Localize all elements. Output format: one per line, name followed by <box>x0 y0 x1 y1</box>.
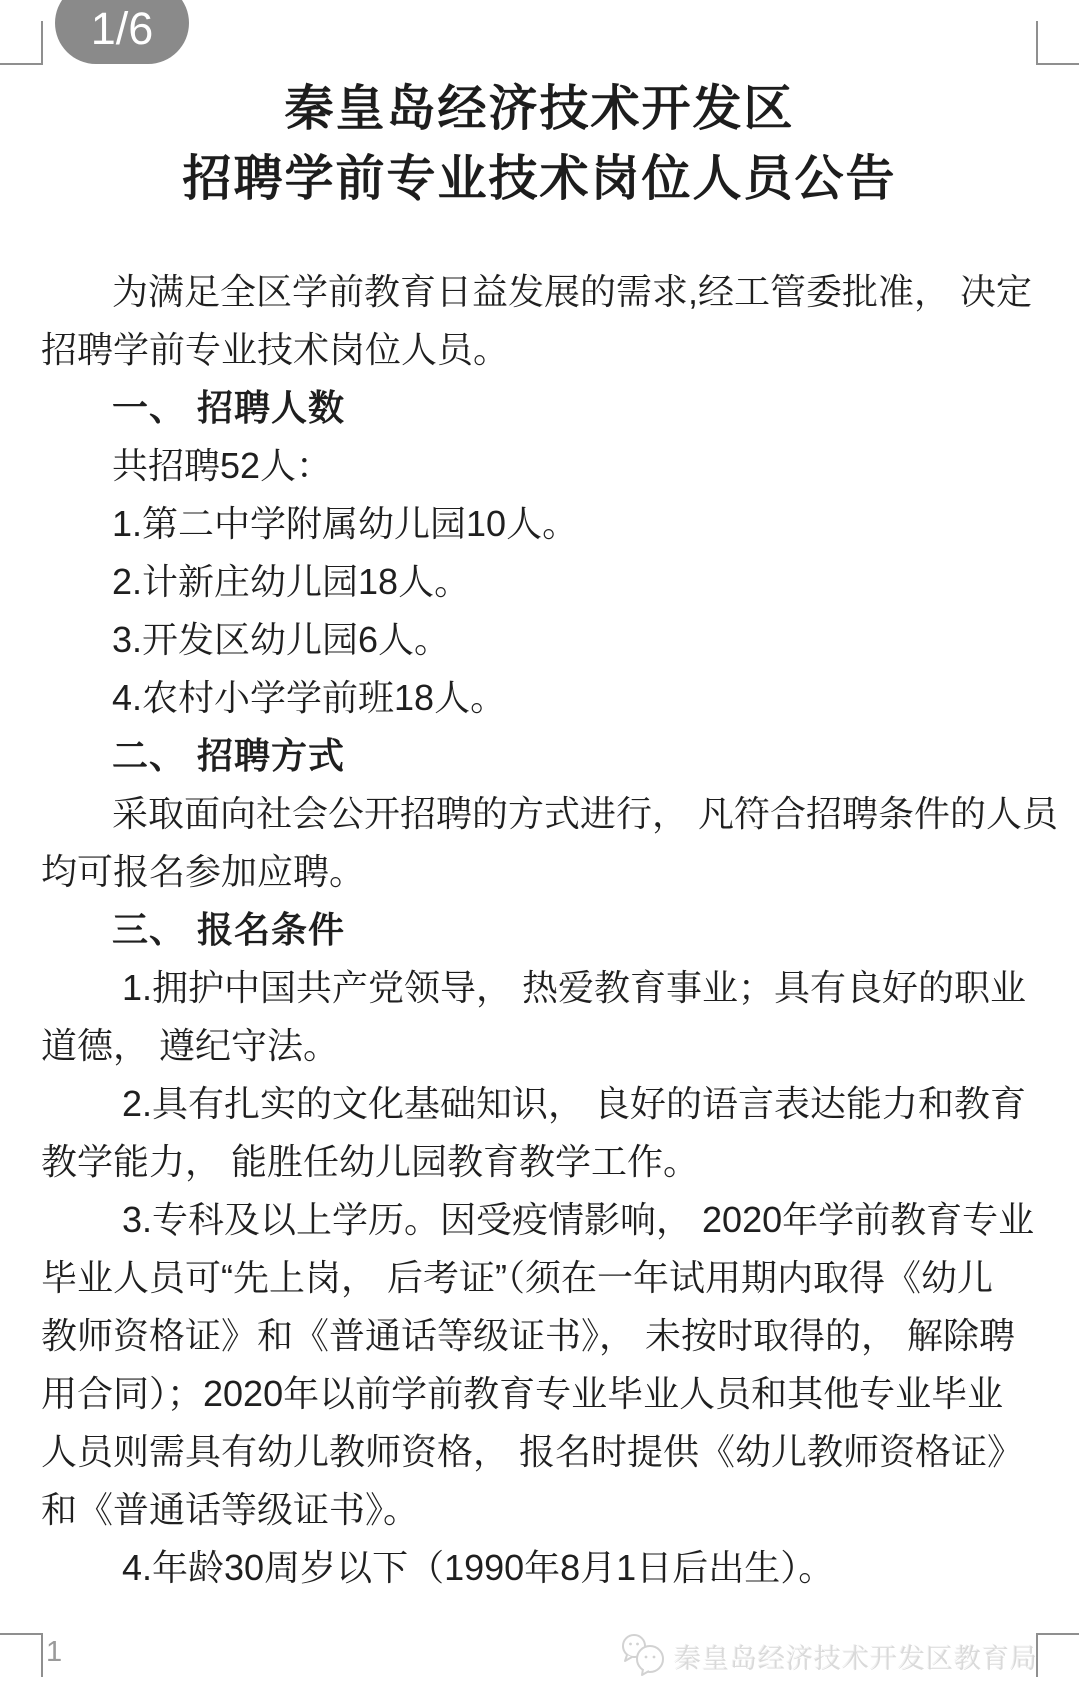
crop-corner-bottom-left-icon <box>0 1633 43 1677</box>
body-text-line: 毕业人员可“先上岗， 后考证”（须在一年试用期内取得《幼儿 <box>41 1257 993 1298</box>
body-text-line: 2.具有扎实的文化基础知识， 良好的语言表达能力和教育 <box>112 1083 1027 1124</box>
body-text-line: 招聘学前专业技术岗位人员。 <box>41 329 510 370</box>
document-title-line-1: 秦皇岛经济技术开发区 <box>284 82 795 136</box>
body-text-line: 教师资格证》和《普通话等级证书》， 未按时取得的， 解除聘 <box>41 1315 1016 1356</box>
section-heading: 三、 报名条件 <box>112 909 346 950</box>
body-text-line: 4.农村小学学前班18人。 <box>112 677 507 718</box>
body-text-line: 2.计新庄幼儿园18人。 <box>112 561 471 602</box>
crop-corner-top-left-icon <box>0 21 43 65</box>
section-heading: 二、 招聘方式 <box>112 735 346 776</box>
body-text-line: 1.拥护中国共产党领导， 热爱教育事业；具有良好的职业 <box>112 967 1027 1008</box>
body-text-line: 1.第二中学附属幼儿园10人。 <box>112 503 579 544</box>
crop-corner-top-right-icon <box>1036 21 1079 65</box>
body-text-line: 人员则需具有幼儿教师资格， 报名时提供《幼儿教师资格证》 <box>41 1431 1024 1472</box>
watermark-text: 秦皇岛经济技术开发区教育局 <box>674 1643 1038 1674</box>
body-text-line: 教学能力， 能胜任幼儿园教育教学工作。 <box>41 1141 700 1182</box>
body-text-line: 采取面向社会公开招聘的方式进行， 凡符合招聘条件的人员 <box>112 793 1059 834</box>
document-title-line-2: 招聘学前专业技术岗位人员公告 <box>182 152 897 206</box>
body-text-line: 4.年龄30周岁以下（1990年8月1日后出生）。 <box>112 1547 835 1588</box>
document-body <box>41 263 1059 1597</box>
section-heading: 一、 招聘人数 <box>112 387 346 428</box>
body-text-line: 3.专科及以上学历。因受疫情影响， 2020年学前教育专业 <box>112 1199 1035 1240</box>
body-text-line: 共招聘52人： <box>112 445 333 486</box>
body-text-line: 用合同）；2020年以前学前教育专业毕业人员和其他专业毕业 <box>41 1373 1004 1414</box>
body-text-line: 和《普通话等级证书》。 <box>41 1489 420 1530</box>
page-indicator-badge: 1/6 <box>55 0 189 64</box>
body-text-line: 均可报名参加应聘。 <box>41 851 366 892</box>
watermark-footer <box>619 1629 1038 1683</box>
body-text-line: 道德， 遵纪守法。 <box>41 1025 340 1066</box>
wechat-logo-icon <box>619 1631 669 1681</box>
body-text-line: 3.开发区幼儿园6人。 <box>112 619 451 660</box>
corner-page-number: 1 <box>46 1636 63 1668</box>
crop-corner-bottom-right-icon <box>1036 1633 1079 1677</box>
body-text-line: 为满足全区学前教育日益发展的需求,经工管委批准， 决定 <box>112 271 1033 312</box>
